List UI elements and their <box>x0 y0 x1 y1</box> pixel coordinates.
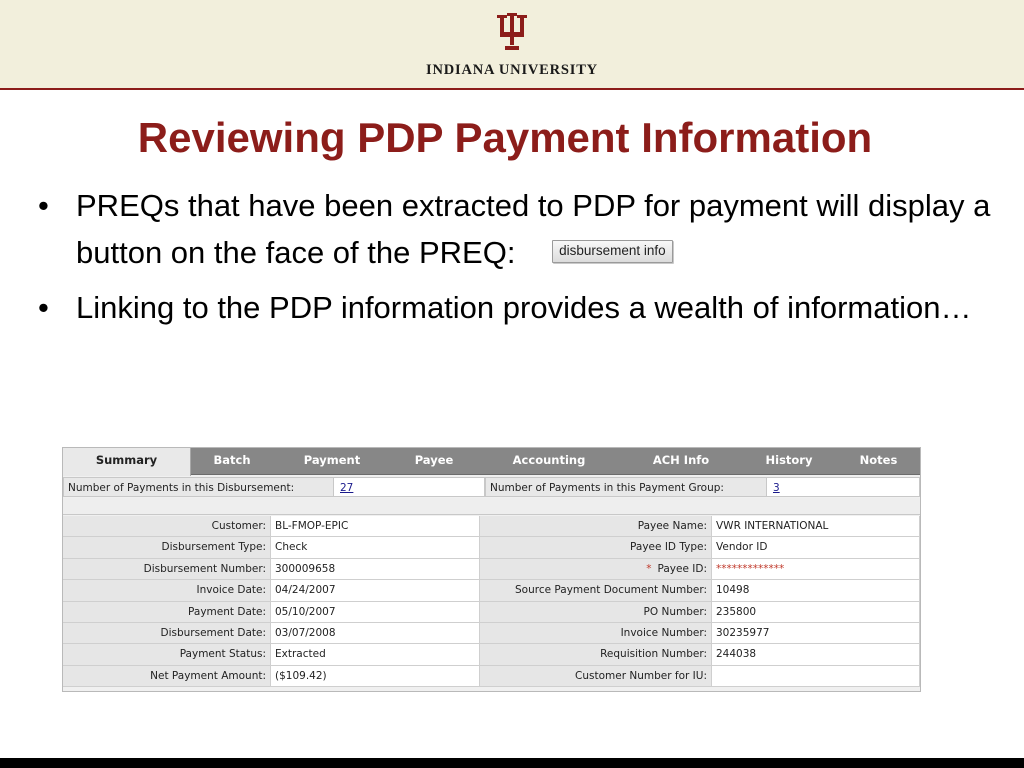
university-name: INDIANA UNIVERSITY <box>426 62 598 78</box>
field-label: Payee Name: <box>480 516 712 537</box>
summary-grid <box>63 516 920 687</box>
tab-batch[interactable]: Batch <box>213 453 251 467</box>
slide-title: Reviewing PDP Payment Information <box>137 114 873 161</box>
field-label: Source Payment Document Number: <box>480 580 712 601</box>
payment-count-row <box>63 477 920 497</box>
field-label: Disbursement Date: <box>63 623 271 644</box>
field-label: Payee ID Type: <box>480 537 712 558</box>
field-value: 05/10/2007 <box>271 602 480 623</box>
footer-bar <box>0 758 1024 768</box>
tab-ach-info[interactable]: ACH Info <box>652 453 710 467</box>
tab-payee[interactable]: Payee <box>414 453 454 467</box>
group-count-value <box>766 477 920 497</box>
group-count-label: Number of Payments in this Payment Group: <box>485 477 767 497</box>
tab-summary[interactable]: Summary <box>63 448 191 476</box>
field-label: Disbursement Number: <box>63 559 271 580</box>
field-value: 244038 <box>712 644 920 665</box>
field-value: 04/24/2007 <box>271 580 480 601</box>
field-value <box>712 666 920 687</box>
required-asterisk: * <box>646 562 652 575</box>
table-row <box>63 623 920 644</box>
disbursement-count-link[interactable]: 27 <box>340 482 354 494</box>
field-value: ($109.42) <box>271 666 480 687</box>
table-row <box>63 580 920 601</box>
tab-payment[interactable]: Payment <box>303 453 361 467</box>
table-row <box>63 644 920 665</box>
table-row <box>63 666 920 687</box>
pdp-screenshot <box>62 447 921 692</box>
field-label: Payment Date: <box>63 602 271 623</box>
disbursement-info-button[interactable]: disbursement info <box>552 240 673 263</box>
field-value: Vendor ID <box>712 537 920 558</box>
table-row <box>63 602 920 623</box>
field-label: Payment Status: <box>63 644 271 665</box>
field-label: Customer: <box>63 516 271 537</box>
field-label: Customer Number for IU: <box>480 666 712 687</box>
bullet-mark: • <box>38 188 49 223</box>
iu-trident-icon <box>495 13 529 51</box>
header-band <box>0 0 1024 90</box>
group-count-link[interactable]: 3 <box>773 482 780 494</box>
field-label: Requisition Number: <box>480 644 712 665</box>
bullet-list <box>30 182 1000 331</box>
tab-accounting[interactable]: Accounting <box>512 453 586 467</box>
spacer-row <box>63 498 920 515</box>
bullet-text: PREQs that have been extracted to PDP for payment will display a button on the face of the PREQ: <box>76 188 991 270</box>
field-value: Extracted <box>271 644 480 665</box>
field-value: 10498 <box>712 580 920 601</box>
bullet-mark: • <box>38 290 49 325</box>
field-label: PO Number: <box>480 602 712 623</box>
field-value: 300009658 <box>271 559 480 580</box>
bullet-item <box>30 182 1000 276</box>
field-value: BL-FMOP-EPIC <box>271 516 480 537</box>
field-label: Net Payment Amount: <box>63 666 271 687</box>
field-value: 235800 <box>712 602 920 623</box>
disbursement-count-value <box>333 477 485 497</box>
table-row <box>63 559 920 580</box>
masked-payee-id: ************* <box>712 559 920 580</box>
payee-id-label-cell <box>480 559 712 580</box>
disbursement-count-label: Number of Payments in this Disbursement: <box>63 477 334 497</box>
tab-bar <box>63 448 920 475</box>
field-label: Payee ID: <box>657 562 707 575</box>
bullet-text: Linking to the PDP information provides a wealth of information… <box>76 290 972 325</box>
field-label: Invoice Date: <box>63 580 271 601</box>
field-value: Check <box>271 537 480 558</box>
table-row <box>63 537 920 558</box>
table-row <box>63 516 920 537</box>
field-value: 30235977 <box>712 623 920 644</box>
field-label: Disbursement Type: <box>63 537 271 558</box>
field-value: VWR INTERNATIONAL <box>712 516 920 537</box>
tab-notes[interactable]: Notes <box>859 453 898 467</box>
field-value: 03/07/2008 <box>271 623 480 644</box>
bullet-item <box>30 284 1000 331</box>
field-label: Invoice Number: <box>480 623 712 644</box>
tab-history[interactable]: History <box>765 453 813 467</box>
